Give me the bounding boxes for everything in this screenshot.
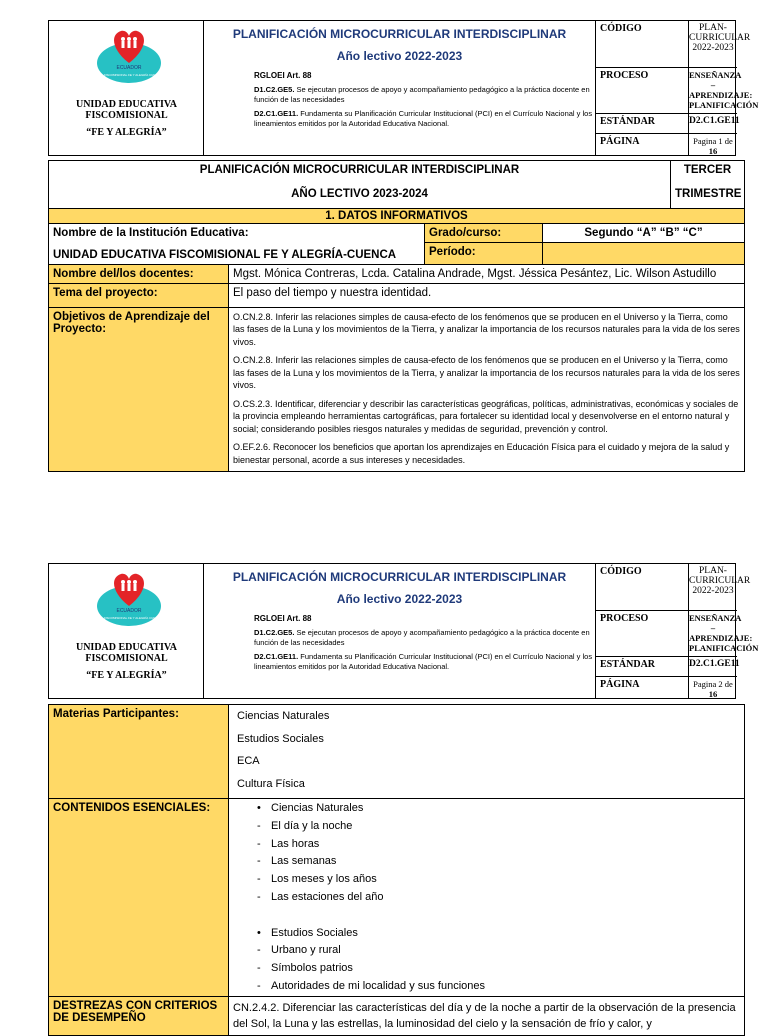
estandar-value: D2.C1.GE11 [689,114,737,134]
svg-text:ECUADOR: ECUADOR [116,608,142,614]
estandar-value: D2.C1.GE11 [689,657,737,677]
norm-title: RGLOEI Art. 88 [254,614,312,623]
svg-text:U. E. FISCOMISIONAL FE Y ALEGR: U. E. FISCOMISIONAL FE Y ALEGRÍA CUENCA [96,616,162,620]
header-title: PLANIFICACIÓN MICROCURRICULAR INTERDISCIPLINAR [232,570,567,584]
norm-1: D1.C2.GE5. Se ejecutan procesos de apoyo y acompañamiento pedagógico a la práctica docente en función de las necesidades [254,85,590,104]
contenidos-table [48,704,745,1036]
contenido-item: - Los meses y los años [257,873,377,886]
section-title: PLANIFICACIÓN MICROCURRICULAR INTERDISCIPLINAR [49,161,671,185]
term-line-2: TRIMESTRE [671,185,745,209]
pagina-value: Pagina 2 de 16 [693,679,733,699]
proceso-value: ENSEÑANZA – APRENDIZAJE: PLANIFICACIÓN [689,611,737,657]
tema-label: Tema del proyecto: [49,283,229,307]
materias-label: Materias Participantes: [49,705,229,799]
materia-item: ECA [237,755,260,767]
contenido-item: - Símbolos patrios [257,962,353,975]
destrezas-value: CN.2.4.2. Diferenciar las características del día y de la noche a partir de la observación de la presencia del Sol, la Luna y las estrellas, la luminosidad del cielo y la sensación de frío y calor, y [229,996,745,1035]
grado-label: Grado/curso: [425,224,543,243]
school-logo-icon [93,568,165,628]
institution-name: UNIDAD EDUCATIVA FISCOMISIONAL “FE Y ALEGRÍA” [75,99,178,138]
header-title-cell [204,21,596,155]
logo-cell [49,21,204,155]
header-year: Año lectivo 2022-2023 [336,592,463,606]
svg-text:ECUADOR: ECUADOR [116,65,142,71]
logo-cell [49,564,204,698]
objetivos-label: Objetivos de Aprendizaje del Proyecto: [49,307,229,472]
contenido-item: - Autoridades de mi localidad y sus funciones [257,979,486,992]
header-title: PLANIFICACIÓN MICROCURRICULAR INTERDISCIPLINAR [232,27,567,41]
contenido-item: • Ciencias Naturales [257,802,364,814]
institution-name: UNIDAD EDUCATIVA FISCOMISIONAL “FE Y ALEGRÍA” [75,642,178,681]
docentes-label: Nombre del/los docentes: [49,264,229,283]
header-title-cell [204,564,596,698]
tema-value: El paso del tiempo y nuestra identidad. [229,283,745,307]
estandar-label: ESTÁNDAR [596,657,689,677]
codigo-value: PLAN-CURRICULAR 2022-2023 [689,564,737,611]
estandar-label: ESTÁNDAR [596,114,689,134]
objetivos-list [229,307,745,472]
svg-text:U. E. FISCOMISIONAL FE Y ALEGR: U. E. FISCOMISIONAL FE Y ALEGRÍA CUENCA [96,73,162,77]
periodo-label: Período: [425,243,543,265]
pagina-value: Pagina 1 de 16 [693,136,733,156]
document-header-page-1 [48,20,759,156]
institution-value: UNIDAD EDUCATIVA FISCOMISIONAL FE Y ALEGRÍA-CUENCA [49,243,425,265]
destrezas-label: DESTREZAS CON CRITERIOS DE DESEMPEÑO [49,996,229,1035]
materia-item: Cultura Física [237,777,305,790]
materias-list [229,705,745,799]
periodo-value [543,243,745,265]
contenido-item: • Estudios Sociales [257,926,358,939]
contenidos-label: CONTENIDOS ESENCIALES: [49,799,229,997]
section-year: AÑO LECTIVO 2023-2024 [49,185,671,209]
materia-item: Ciencias Naturales [237,710,330,722]
proceso-value: ENSEÑANZA – APRENDIZAJE: PLANIFICACIÓN [689,68,737,114]
codigo-value: PLAN-CURRICULAR 2022-2023 [689,21,737,68]
objetivo-item: O.CS.2.3. Identificar, diferenciar y describir las características geográficas, políticas, administrativas, económicas y sociales de la provincia empleando herramientas cartográficas, para fortalecer su identidad local y desenvolverse en el entorno natural y social; considerando posibles riesgos naturales y medidas de seguridad, prevención y control. [233,398,739,434]
pagina-label: PÁGINA [596,134,689,156]
contenido-item [257,907,740,925]
objetivo-item: O.CN.2.8. Inferir las relaciones simples de causa-efecto de los fenómenos que se producen en el Universo y la Tierra, como las fases de la Luna y los movimientos de la Tierra, y analizar la importancia de los recursos naturales para la vida de los seres vivos. [233,355,740,390]
norm-2: D2.C1.GE11. Fundamenta su Planificación Curricular Institucional (PCI) en el Currículo Nacional y los lineamientos emitidos por la Autoridad Educativa Nacional. [254,109,593,128]
school-logo-icon [93,25,165,85]
docentes-value: Mgst. Mónica Contreras, Lcda. Catalina Andrade, Mgst. Jéssica Pesántez, Lic. Wilson Astudillo [229,264,745,283]
norm-1: D1.C2.GE5. Se ejecutan procesos de apoyo y acompañamiento pedagógico a la práctica docente en función de las necesidades [254,628,590,647]
codigo-label: CÓDIGO [596,21,689,68]
contenido-item: - Las horas [257,837,320,850]
contenido-item: - Las estaciones del año [257,890,384,903]
datos-title: 1. DATOS INFORMATIVOS [49,209,745,224]
contenido-item: - Las semanas [257,855,337,868]
contenido-item: - El día y la noche [257,819,353,832]
norm-2: D2.C1.GE11. Fundamenta su Planificación Curricular Institucional (PCI) en el Currículo Nacional y los lineamientos emitidos por la Autoridad Educativa Nacional. [254,652,593,671]
datos-informativos-table [48,160,745,472]
objetivo-item: O.CN.2.8. Inferir las relaciones simples de causa-efecto de los fenómenos que se producen en el Universo y la Tierra, como las fases de la Luna y los movimientos de la Tierra, y analizar la importancia de los recursos naturales para la vida de los seres vivos. [233,311,740,347]
contenidos-list [229,799,745,997]
pagina-label: PÁGINA [596,677,689,699]
codigo-label: CÓDIGO [596,564,689,611]
objetivo-item: O.EF.2.6. Reconocer los beneficios que aportan los aprendizajes en Educación Física para el cuidado y mejora de la salud y bienestar personal, acorde a sus intereses y necesidades. [233,442,730,465]
grado-value: Segundo “A” “B” “C” [543,224,745,243]
document-header-page-2 [48,563,759,699]
header-year: Año lectivo 2022-2023 [336,49,463,63]
materia-item: Estudios Sociales [237,732,324,745]
contenido-item: - Urbano y rural [257,944,341,957]
proceso-label: PROCESO [596,68,689,114]
institution-label: Nombre de la Institución Educativa: [49,224,425,243]
norm-title: RGLOEI Art. 88 [254,71,312,80]
proceso-label: PROCESO [596,611,689,657]
term-line-1: TERCER [671,161,745,185]
